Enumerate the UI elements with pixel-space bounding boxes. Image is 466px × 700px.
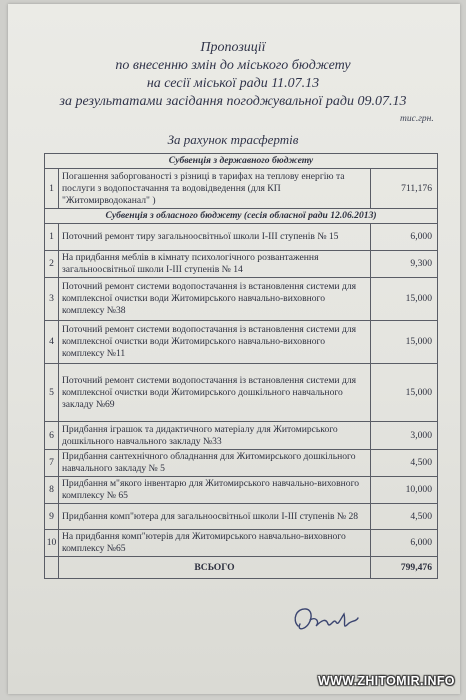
table-row <box>45 251 438 278</box>
total-amount: 799,476 <box>371 557 438 579</box>
section-header-state-budget: Субвенція з державного бюджету <box>45 154 438 169</box>
row-description: На придбання комп"ютерів для Житомирського навчально-виховного комплексу №65 <box>59 530 371 557</box>
table-row <box>45 364 438 422</box>
row-amount: 9,300 <box>371 251 438 278</box>
site-watermark: WWW.ZHITOMIR.INFO <box>318 674 455 688</box>
handwritten-signature <box>290 600 362 640</box>
row-amount: 6,000 <box>371 530 438 557</box>
row-description: Погашення заборгованості з різниці в тарифах на теплову енергію та послуги з водопостачання та водовідведення (для КП "Житомирводоканал" ) <box>59 169 371 209</box>
table-row <box>45 422 438 450</box>
table-row <box>45 504 438 530</box>
table-row <box>45 169 438 209</box>
table-row <box>45 321 438 364</box>
document-subtitle: За рахунок трасфертів <box>167 132 299 147</box>
table-row <box>45 450 438 477</box>
document-title-line-2: по внесенню змін до міського бюджету <box>115 58 351 73</box>
row-description: Поточний ремонт системи водопостачання із встановлення системи для комплексної очистки води Житомирського дошкільного навчального закладу №69 <box>59 364 371 422</box>
section-header-regional-budget: Субвенція з обласного бюджету (сесія обласної ради 12.06.2013) <box>45 209 438 224</box>
row-description: Придбання сантехнічного обладнання для Житомирського дошкільного навчального закладу № 5 <box>59 450 371 477</box>
row-number: 2 <box>45 251 59 278</box>
row-number: 7 <box>45 450 59 477</box>
row-number: 10 <box>45 530 59 557</box>
total-label: ВСЬОГО <box>59 557 371 579</box>
table-row <box>45 530 438 557</box>
row-amount: 3,000 <box>371 422 438 450</box>
row-description: Поточний ремонт тиру загальноосвітньої школи І-ІІІ ступенів № 15 <box>59 224 371 251</box>
row-amount: 711,176 <box>371 169 438 209</box>
row-amount: 10,000 <box>371 477 438 504</box>
document-title: Пропозиції <box>200 40 266 55</box>
table-row <box>45 224 438 251</box>
row-number: 1 <box>45 169 59 209</box>
row-number: 3 <box>45 278 59 321</box>
row-description: Придбання комп"ютера для загальноосвітньої школи І-ІІІ ступенів № 28 <box>59 504 371 530</box>
row-number: 5 <box>45 364 59 422</box>
row-amount: 15,000 <box>371 364 438 422</box>
table-row <box>45 477 438 504</box>
total-row-number-cell <box>45 557 59 579</box>
row-number: 4 <box>45 321 59 364</box>
budget-table <box>44 153 438 579</box>
row-description: Придбання іграшок та дидактичного матеріалу для Житомирського дошкільного навчального закладу №33 <box>59 422 371 450</box>
row-description: Придбання м"якого інвентарю для Житомирського навчально-виховного комплексу № 65 <box>59 477 371 504</box>
row-number: 1 <box>45 224 59 251</box>
table-row <box>45 278 438 321</box>
row-description: На придбання меблів в кімнату психологічного розвантаження загальноосвітньої школи І-ІІІ ступенів № 14 <box>59 251 371 278</box>
total-row <box>45 557 438 579</box>
row-amount: 15,000 <box>371 278 438 321</box>
row-description: Поточний ремонт системи водопостачання із встановлення системи для комплексної очистки води Житомирського навчально-виховного комплексу №11 <box>59 321 371 364</box>
row-number: 8 <box>45 477 59 504</box>
document-title-line-3: на сесії міської ради 11.07.13 <box>146 76 320 91</box>
row-description: Поточний ремонт системи водопостачання із встановлення системи для комплексної очистки води Житомирського навчально-виховного комплексу №38 <box>59 278 371 321</box>
document-title-line-4: за результатами засідання погоджувальної ради 09.07.13 <box>59 94 407 109</box>
row-amount: 4,500 <box>371 504 438 530</box>
row-amount: 15,000 <box>371 321 438 364</box>
units-label: тис.грн. <box>400 114 434 124</box>
row-number: 6 <box>45 422 59 450</box>
row-number: 9 <box>45 504 59 530</box>
row-amount: 6,000 <box>371 224 438 251</box>
row-amount: 4,500 <box>371 450 438 477</box>
